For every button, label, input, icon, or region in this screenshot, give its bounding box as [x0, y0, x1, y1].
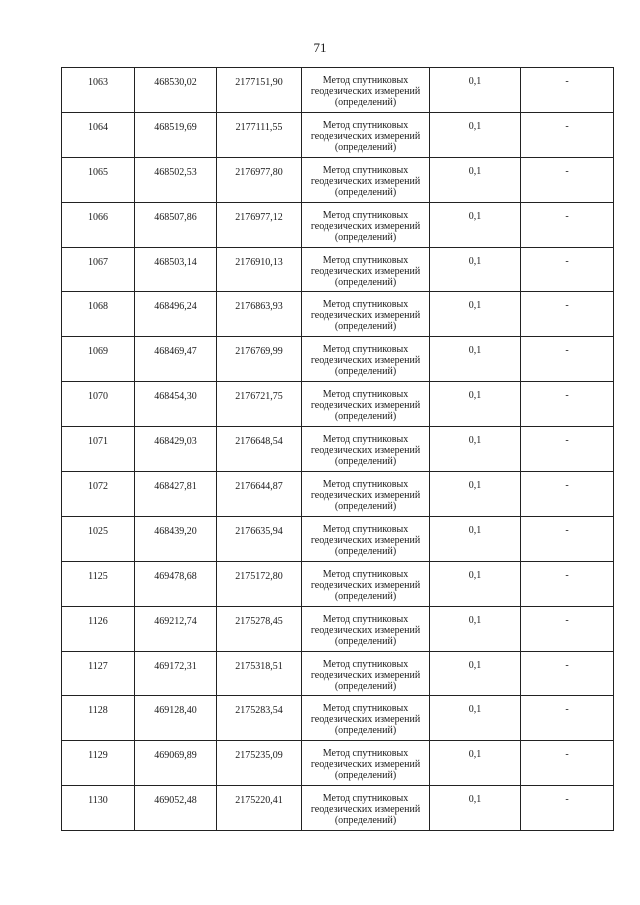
- method-line: геодезических измерений: [310, 86, 421, 97]
- method-line: Метод спутниковых: [322, 254, 409, 266]
- table-row: [62, 247, 614, 292]
- method-line: Метод спутниковых: [322, 164, 409, 176]
- method-line: Метод спутниковых: [322, 703, 409, 715]
- method-line: Метод спутниковых: [322, 793, 409, 805]
- accuracy-value: 0,1: [468, 345, 482, 357]
- x-coordinate: 468502,53: [154, 166, 197, 178]
- accuracy-cell: [430, 337, 521, 382]
- description-cell: [521, 472, 614, 517]
- x-coordinate-cell: [135, 516, 217, 561]
- point-id: 1129: [88, 750, 108, 762]
- accuracy-cell: [430, 606, 521, 651]
- method-line: геодезических измерений: [310, 804, 421, 816]
- method-line: (определений): [334, 456, 397, 468]
- table-row: [62, 696, 614, 741]
- table-row: [62, 68, 614, 113]
- point-id: 1067: [88, 256, 108, 268]
- method-cell: [302, 606, 430, 651]
- table-row: [62, 337, 614, 382]
- point-id-cell: [62, 786, 135, 831]
- x-coordinate: 468469,47: [154, 346, 197, 358]
- accuracy-cell: [430, 157, 521, 202]
- y-coordinate: 2175220,41: [235, 795, 283, 807]
- y-coordinate: 2176635,94: [235, 525, 283, 537]
- point-id: 1128: [88, 705, 108, 717]
- accuracy-cell: [430, 786, 521, 831]
- x-coordinate: 468530,02: [154, 77, 197, 88]
- accuracy-value: 0,1: [468, 794, 482, 806]
- description-value: -: [565, 76, 569, 87]
- method-cell: [302, 337, 430, 382]
- x-coordinate: 469052,48: [154, 795, 197, 807]
- description-cell: [521, 606, 614, 651]
- x-coordinate-cell: [135, 472, 217, 517]
- accuracy-cell: [430, 651, 521, 696]
- y-coordinate-cell: [217, 786, 302, 831]
- table-row: [62, 427, 614, 472]
- x-coordinate: 468496,24: [154, 301, 197, 313]
- description-value: -: [565, 435, 569, 447]
- description-value: -: [565, 165, 569, 177]
- description-cell: [521, 112, 614, 157]
- method-line: (определений): [334, 770, 397, 782]
- method-line: геодезических измерений: [310, 400, 421, 412]
- table-row: [62, 786, 614, 831]
- accuracy-cell: [430, 292, 521, 337]
- method-line: (определений): [334, 725, 397, 737]
- method-cell: [302, 247, 430, 292]
- description-value: -: [565, 300, 569, 312]
- description-cell: [521, 68, 614, 113]
- y-coordinate: 2175318,51: [235, 660, 283, 672]
- accuracy-cell: [430, 382, 521, 427]
- method-line: (определений): [334, 815, 397, 827]
- x-coordinate-cell: [135, 382, 217, 427]
- method-line: (определений): [334, 141, 397, 153]
- table-row: [62, 606, 614, 651]
- method-line: геодезических измерений: [310, 624, 421, 636]
- y-coordinate-cell: [217, 741, 302, 786]
- description-value: -: [565, 524, 569, 536]
- point-id: 1126: [88, 615, 108, 627]
- method-line: Метод спутниковых: [322, 523, 409, 535]
- method-line: геодезических измерений: [310, 220, 421, 232]
- point-id-cell: [62, 112, 135, 157]
- point-id: 1025: [88, 525, 108, 537]
- accuracy-cell: [430, 696, 521, 741]
- method-line: Метод спутниковых: [322, 299, 409, 311]
- x-coordinate-cell: [135, 157, 217, 202]
- accuracy-cell: [430, 516, 521, 561]
- y-coordinate: 2176769,99: [235, 346, 283, 358]
- description-value: -: [565, 614, 569, 626]
- point-id: 1063: [88, 77, 108, 88]
- point-id: 1072: [88, 481, 108, 493]
- description-cell: [521, 202, 614, 247]
- method-cell: [302, 561, 430, 606]
- method-line: (определений): [334, 411, 397, 423]
- description-value: -: [565, 480, 569, 492]
- description-cell: [521, 516, 614, 561]
- accuracy-cell: [430, 561, 521, 606]
- description-cell: [521, 247, 614, 292]
- description-value: -: [565, 255, 569, 267]
- accuracy-value: 0,1: [468, 614, 482, 626]
- accuracy-value: 0,1: [468, 300, 482, 312]
- table-row: [62, 382, 614, 427]
- x-coordinate-cell: [135, 427, 217, 472]
- method-cell: [302, 68, 430, 113]
- method-cell: [302, 292, 430, 337]
- point-id-cell: [62, 247, 135, 292]
- method-line: (определений): [334, 635, 397, 647]
- x-coordinate-cell: [135, 561, 217, 606]
- x-coordinate: 468503,14: [154, 256, 197, 268]
- accuracy-cell: [430, 427, 521, 472]
- method-line: Метод спутниковых: [322, 568, 409, 580]
- table-row: [62, 516, 614, 561]
- method-line: (определений): [334, 231, 397, 243]
- method-line: (определений): [334, 186, 397, 198]
- y-coordinate: 2177151,90: [235, 77, 283, 88]
- method-line: Метод спутниковых: [322, 658, 409, 670]
- method-cell: [302, 427, 430, 472]
- accuracy-cell: [430, 472, 521, 517]
- method-line: геодезических измерений: [310, 579, 421, 591]
- description-cell: [521, 786, 614, 831]
- description-cell: [521, 292, 614, 337]
- method-line: геодезических измерений: [310, 175, 421, 187]
- accuracy-value: 0,1: [468, 76, 482, 87]
- accuracy-cell: [430, 68, 521, 113]
- x-coordinate-cell: [135, 606, 217, 651]
- point-id: 1064: [88, 121, 108, 133]
- y-coordinate: 2176721,75: [235, 391, 283, 403]
- method-line: геодезических измерений: [310, 445, 421, 457]
- accuracy-value: 0,1: [468, 165, 482, 177]
- table-row: [62, 157, 614, 202]
- y-coordinate: 2176644,87: [235, 481, 283, 493]
- point-id: 1069: [88, 346, 108, 358]
- y-coordinate-cell: [217, 696, 302, 741]
- description-cell: [521, 337, 614, 382]
- method-cell: [302, 516, 430, 561]
- x-coordinate-cell: [135, 247, 217, 292]
- y-coordinate: 2175278,45: [235, 615, 283, 627]
- point-id: 1070: [88, 391, 108, 403]
- table-row: [62, 561, 614, 606]
- x-coordinate-cell: [135, 202, 217, 247]
- method-line: Метод спутниковых: [322, 389, 409, 401]
- accuracy-value: 0,1: [468, 704, 482, 716]
- point-id-cell: [62, 472, 135, 517]
- method-cell: [302, 786, 430, 831]
- accuracy-cell: [430, 202, 521, 247]
- y-coordinate-cell: [217, 472, 302, 517]
- method-cell: [302, 472, 430, 517]
- method-line: Метод спутниковых: [322, 479, 409, 491]
- y-coordinate-cell: [217, 561, 302, 606]
- method-line: Метод спутниковых: [322, 119, 409, 131]
- x-coordinate-cell: [135, 68, 217, 113]
- point-id: 1065: [88, 166, 108, 178]
- accuracy-value: 0,1: [468, 569, 482, 581]
- x-coordinate-cell: [135, 696, 217, 741]
- method-line: (определений): [334, 366, 397, 378]
- table-row: [62, 472, 614, 517]
- x-coordinate-cell: [135, 337, 217, 382]
- point-id-cell: [62, 337, 135, 382]
- method-line: Метод спутниковых: [322, 748, 409, 760]
- x-coordinate-cell: [135, 292, 217, 337]
- method-line: (определений): [334, 501, 397, 513]
- description-value: -: [565, 659, 569, 671]
- method-line: геодезических измерений: [310, 759, 421, 771]
- x-coordinate: 468429,03: [154, 436, 197, 448]
- y-coordinate-cell: [217, 202, 302, 247]
- method-line: (определений): [334, 590, 397, 602]
- table-row: [62, 741, 614, 786]
- y-coordinate-cell: [217, 427, 302, 472]
- accuracy-value: 0,1: [468, 120, 482, 132]
- method-line: Метод спутниковых: [322, 344, 409, 356]
- description-cell: [521, 741, 614, 786]
- point-id-cell: [62, 606, 135, 651]
- y-coordinate-cell: [217, 516, 302, 561]
- y-coordinate-cell: [217, 651, 302, 696]
- x-coordinate: 468519,69: [154, 121, 197, 133]
- description-cell: [521, 427, 614, 472]
- description-value: -: [565, 390, 569, 402]
- description-value: -: [565, 704, 569, 716]
- point-id-cell: [62, 68, 135, 113]
- x-coordinate-cell: [135, 786, 217, 831]
- point-id-cell: [62, 696, 135, 741]
- method-line: геодезических измерений: [310, 265, 421, 277]
- y-coordinate-cell: [217, 68, 302, 113]
- method-line: (определений): [334, 545, 397, 557]
- accuracy-value: 0,1: [468, 210, 482, 222]
- x-coordinate-cell: [135, 651, 217, 696]
- description-value: -: [565, 569, 569, 581]
- method-line: геодезических измерений: [310, 310, 421, 322]
- accuracy-cell: [430, 247, 521, 292]
- point-id: 1071: [88, 436, 108, 448]
- description-cell: [521, 696, 614, 741]
- point-id-cell: [62, 382, 135, 427]
- point-id: 1066: [88, 211, 108, 223]
- y-coordinate-cell: [217, 112, 302, 157]
- description-cell: [521, 561, 614, 606]
- description-cell: [521, 382, 614, 427]
- point-id-cell: [62, 427, 135, 472]
- x-coordinate: 469478,68: [154, 570, 197, 582]
- method-line: (определений): [334, 680, 397, 692]
- y-coordinate: 2175283,54: [235, 705, 283, 717]
- method-line: (определений): [334, 321, 397, 333]
- method-cell: [302, 651, 430, 696]
- method-line: геодезических измерений: [310, 669, 421, 681]
- y-coordinate-cell: [217, 337, 302, 382]
- y-coordinate: 2176977,80: [235, 166, 283, 178]
- method-line: Метод спутниковых: [322, 209, 409, 221]
- description-value: -: [565, 120, 569, 132]
- method-line: Метод спутниковых: [322, 434, 409, 446]
- accuracy-value: 0,1: [468, 480, 482, 492]
- description-cell: [521, 157, 614, 202]
- y-coordinate-cell: [217, 157, 302, 202]
- method-line: геодезических измерений: [310, 714, 421, 726]
- table-row: [62, 292, 614, 337]
- y-coordinate: 2176863,93: [235, 301, 283, 313]
- accuracy-value: 0,1: [468, 524, 482, 536]
- x-coordinate: 468454,30: [154, 391, 197, 403]
- point-id-cell: [62, 157, 135, 202]
- x-coordinate: 468507,86: [154, 211, 197, 223]
- accuracy-value: 0,1: [468, 659, 482, 671]
- method-cell: [302, 202, 430, 247]
- method-cell: [302, 112, 430, 157]
- method-line: Метод спутниковых: [322, 75, 409, 86]
- y-coordinate: 2175235,09: [235, 750, 283, 762]
- y-coordinate: 2175172,80: [235, 570, 283, 582]
- y-coordinate-cell: [217, 247, 302, 292]
- y-coordinate: 2176910,13: [235, 256, 283, 268]
- table-body: [62, 68, 614, 831]
- method-line: геодезических измерений: [310, 130, 421, 142]
- method-line: геодезических измерений: [310, 534, 421, 546]
- point-id: 1127: [88, 660, 108, 672]
- point-id-cell: [62, 292, 135, 337]
- point-id-cell: [62, 516, 135, 561]
- x-coordinate-cell: [135, 741, 217, 786]
- table-row: [62, 112, 614, 157]
- description-value: -: [565, 794, 569, 806]
- x-coordinate-cell: [135, 112, 217, 157]
- method-cell: [302, 382, 430, 427]
- method-line: (определений): [334, 276, 397, 288]
- method-line: Метод спутниковых: [322, 613, 409, 625]
- accuracy-value: 0,1: [468, 435, 482, 447]
- table-row: [62, 202, 614, 247]
- y-coordinate: 2177111,55: [235, 121, 283, 133]
- description-value: -: [565, 345, 569, 357]
- method-line: геодезических измерений: [310, 490, 421, 502]
- description-value: -: [565, 210, 569, 222]
- x-coordinate: 469172,31: [154, 660, 197, 672]
- table-row: [62, 651, 614, 696]
- point-id: 1068: [88, 301, 108, 313]
- method-cell: [302, 696, 430, 741]
- y-coordinate: 2176977,12: [235, 211, 283, 223]
- description-cell: [521, 651, 614, 696]
- accuracy-value: 0,1: [468, 749, 482, 761]
- accuracy-value: 0,1: [468, 255, 482, 267]
- point-id-cell: [62, 202, 135, 247]
- accuracy-cell: [430, 741, 521, 786]
- point-id: 1125: [88, 570, 108, 582]
- accuracy-cell: [430, 112, 521, 157]
- x-coordinate: 469069,89: [154, 750, 197, 762]
- coordinates-table: [61, 67, 614, 831]
- x-coordinate: 468427,81: [154, 481, 197, 493]
- point-id-cell: [62, 741, 135, 786]
- method-line: (определений): [334, 97, 397, 108]
- x-coordinate: 469128,40: [154, 705, 197, 717]
- method-cell: [302, 157, 430, 202]
- point-id: 1130: [88, 795, 108, 807]
- x-coordinate: 468439,20: [154, 525, 197, 537]
- description-value: -: [565, 749, 569, 761]
- y-coordinate-cell: [217, 292, 302, 337]
- point-id-cell: [62, 561, 135, 606]
- page-number: 71: [313, 40, 327, 55]
- point-id-cell: [62, 651, 135, 696]
- x-coordinate: 469212,74: [154, 615, 197, 627]
- y-coordinate-cell: [217, 606, 302, 651]
- method-cell: [302, 741, 430, 786]
- accuracy-value: 0,1: [468, 390, 482, 402]
- y-coordinate: 2176648,54: [235, 436, 283, 448]
- y-coordinate-cell: [217, 382, 302, 427]
- method-line: геодезических измерений: [310, 355, 421, 367]
